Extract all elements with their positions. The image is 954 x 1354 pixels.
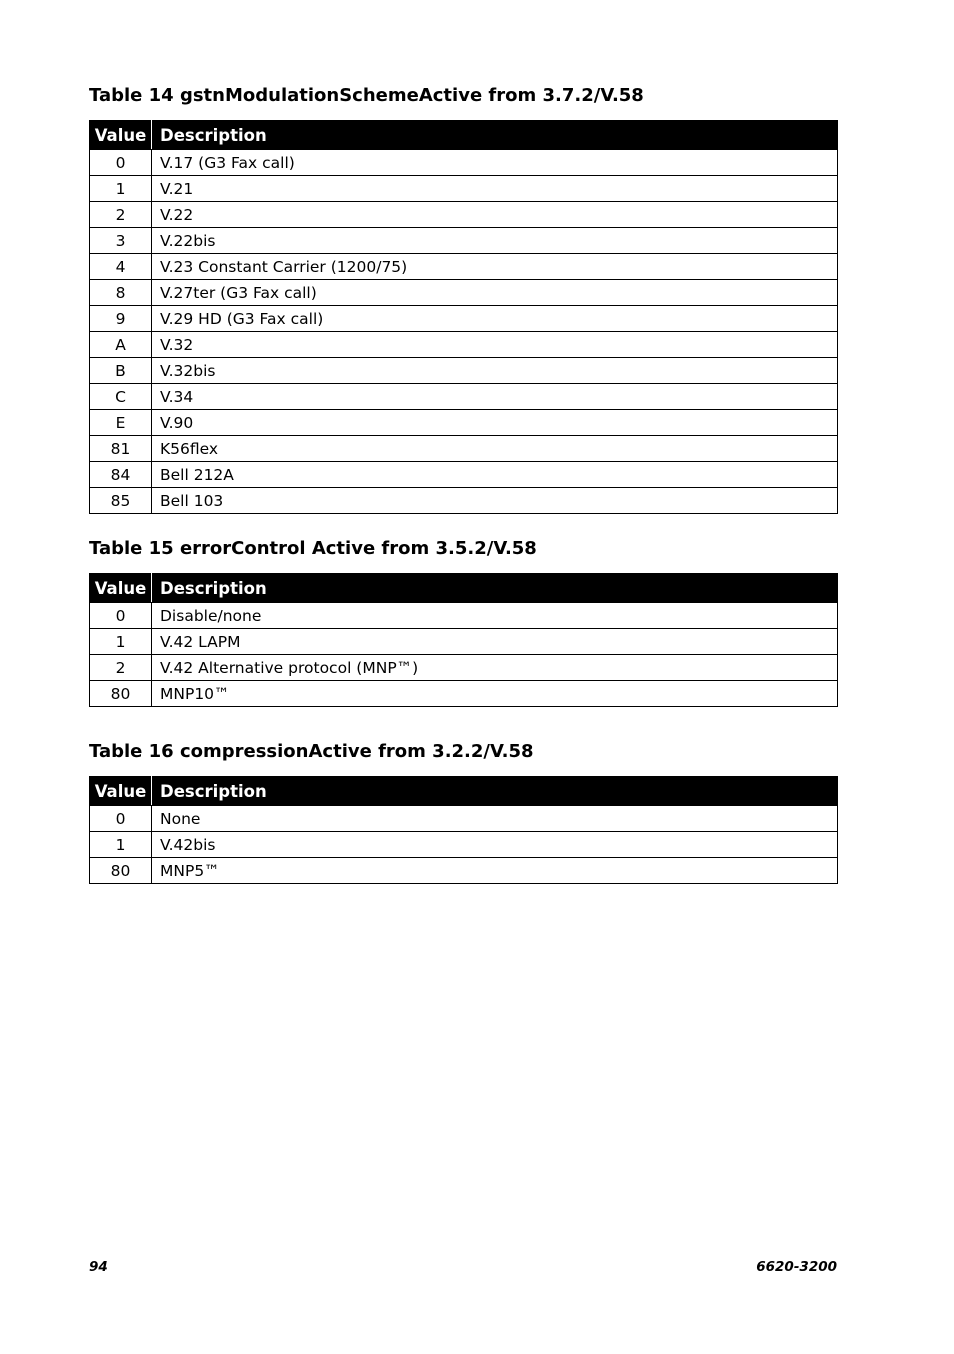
- table-caption: Table 16 compressionActive from 3.2.2/V.58: [89, 741, 534, 762]
- cell-description: V.22: [152, 202, 838, 228]
- cell-value: 0: [90, 603, 152, 629]
- table-16-section: [89, 739, 838, 884]
- cell-description: V.32: [152, 332, 838, 358]
- column-header-description: Description: [152, 121, 838, 150]
- cell-value: 3: [90, 228, 152, 254]
- cell-description: None: [152, 806, 838, 832]
- compression-table: [89, 776, 838, 884]
- cell-value: 1: [90, 176, 152, 202]
- table-14-section: [89, 83, 838, 514]
- cell-description: V.42 Alternative protocol (MNP™): [152, 655, 838, 681]
- table-header-row: [90, 121, 838, 150]
- table-15-section: [89, 536, 838, 707]
- table-row: [90, 280, 838, 306]
- table-row: [90, 681, 838, 707]
- cell-description: V.90: [152, 410, 838, 436]
- cell-description: Disable/none: [152, 603, 838, 629]
- cell-value: 8: [90, 280, 152, 306]
- cell-description: V.42bis: [152, 832, 838, 858]
- cell-description: V.17 (G3 Fax call): [152, 150, 838, 176]
- table-row: [90, 629, 838, 655]
- column-header-value: Value: [90, 574, 152, 603]
- table-row: [90, 384, 838, 410]
- cell-value: 81: [90, 436, 152, 462]
- modulation-scheme-table: [89, 120, 838, 514]
- cell-value: 0: [90, 150, 152, 176]
- table-row: [90, 806, 838, 832]
- table-caption: Table 15 errorControl Active from 3.5.2/V.58: [89, 538, 537, 559]
- column-header-value: Value: [90, 121, 152, 150]
- column-header-description: Description: [152, 574, 838, 603]
- table-caption: Table 14 gstnModulationSchemeActive from 3.7.2/V.58: [89, 85, 644, 106]
- table-row: [90, 306, 838, 332]
- cell-description: V.27ter (G3 Fax call): [152, 280, 838, 306]
- cell-description: Bell 212A: [152, 462, 838, 488]
- cell-value: C: [90, 384, 152, 410]
- table-row: [90, 358, 838, 384]
- table-row: [90, 202, 838, 228]
- cell-description: K56flex: [152, 436, 838, 462]
- cell-description: V.21: [152, 176, 838, 202]
- cell-value: 0: [90, 806, 152, 832]
- table-header-row: [90, 777, 838, 806]
- cell-value: 80: [90, 681, 152, 707]
- table-row: [90, 254, 838, 280]
- cell-value: 84: [90, 462, 152, 488]
- cell-description: V.32bis: [152, 358, 838, 384]
- page-number: 94: [89, 1259, 108, 1275]
- table-row: [90, 488, 838, 514]
- table-row: [90, 332, 838, 358]
- cell-description: V.34: [152, 384, 838, 410]
- cell-value: 2: [90, 655, 152, 681]
- table-row: [90, 228, 838, 254]
- cell-description: V.23 Constant Carrier (1200/75): [152, 254, 838, 280]
- table-row: [90, 858, 838, 884]
- table-row: [90, 410, 838, 436]
- table-header-row: [90, 574, 838, 603]
- cell-description: V.29 HD (G3 Fax call): [152, 306, 838, 332]
- cell-value: 1: [90, 629, 152, 655]
- cell-value: 4: [90, 254, 152, 280]
- cell-value: 85: [90, 488, 152, 514]
- table-row: [90, 176, 838, 202]
- cell-description: MNP5™: [152, 858, 838, 884]
- cell-value: 80: [90, 858, 152, 884]
- column-header-value: Value: [90, 777, 152, 806]
- column-header-description: Description: [152, 777, 838, 806]
- table-row: [90, 603, 838, 629]
- cell-value: B: [90, 358, 152, 384]
- document-number: 6620-3200: [756, 1259, 837, 1275]
- table-row: [90, 462, 838, 488]
- table-row: [90, 150, 838, 176]
- cell-value: 9: [90, 306, 152, 332]
- cell-description: MNP10™: [152, 681, 838, 707]
- cell-value: 1: [90, 832, 152, 858]
- cell-value: A: [90, 332, 152, 358]
- table-row: [90, 436, 838, 462]
- cell-description: V.42 LAPM: [152, 629, 838, 655]
- table-row: [90, 655, 838, 681]
- cell-value: 2: [90, 202, 152, 228]
- error-control-table: [89, 573, 838, 707]
- table-row: [90, 832, 838, 858]
- cell-description: Bell 103: [152, 488, 838, 514]
- cell-description: V.22bis: [152, 228, 838, 254]
- cell-value: E: [90, 410, 152, 436]
